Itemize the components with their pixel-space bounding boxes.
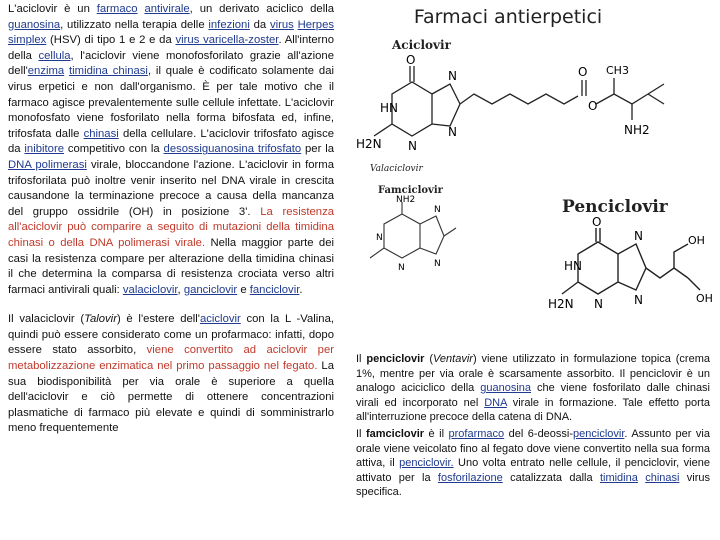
hyperlink[interactable]: penciclovir — [573, 428, 625, 440]
text-run: da — [249, 18, 270, 31]
penciclovir-paragraph — [356, 352, 710, 425]
hyperlink[interactable]: cellula — [38, 49, 71, 62]
penciclovir-paragraph-block — [356, 352, 710, 425]
aciclovir-atom-h2n: H2N — [356, 137, 382, 151]
text-run: Uno volta entrato nelle cellule, il penciclovir, viene attivato per la — [356, 457, 710, 484]
text-run: , il quale è codificato solamente dai virus erpetici e non dall'organismo. È per tale motivo che il farmaco agisce prevalentemente sulle cellule infettate. L'aciclovir monofosfato viene fosforilato nella forma bifosfata ed, infine, trifosfata dalle — [8, 65, 334, 140]
text-run: , utilizzato nella terapia delle — [60, 18, 209, 31]
hyperlink[interactable]: chinasi — [83, 127, 119, 140]
famciclovir-atom-n4: N — [434, 259, 441, 269]
text-run: Il — [356, 428, 366, 440]
hyperlink[interactable]: infezioni — [208, 18, 250, 31]
bold-term: penciclovir — [366, 353, 425, 365]
penciclovir-atom-oh2: OH — [696, 292, 713, 305]
hyperlink[interactable]: ganciclovir — [183, 283, 238, 296]
label-famciclovir: Famciclovir — [378, 185, 443, 196]
valaciclovir-atom-o: O — [578, 65, 588, 79]
brand-name: Ventavir — [432, 353, 473, 365]
hyperlink[interactable]: antivirale — [144, 3, 190, 15]
penciclovir-atom-o: O — [592, 216, 602, 229]
penciclovir-atom-hn: HN — [564, 259, 582, 273]
text-run: . — [299, 283, 303, 296]
text-run: La sua biodisponibilità per via orale è superiore a quella dell'aciclovir e ciò permette di ottenere concentrazioni plasmatiche di farmaco più elevate e quindi di somministrarlo meno frequentemente — [8, 360, 334, 435]
text-run: , — [177, 283, 184, 296]
aciclovir-atom-n1: N — [408, 139, 417, 153]
hyperlink[interactable]: DNA — [484, 396, 507, 409]
famciclovir-atom-n3: N — [434, 205, 441, 215]
hyperlink[interactable]: profarmaco — [448, 428, 505, 440]
penciclovir-atom-n3: N — [634, 293, 643, 307]
text-run: per la — [301, 143, 334, 156]
penciclovir-atom-oh1: OH — [688, 234, 705, 247]
hyperlink[interactable]: DNA polimerasi — [8, 158, 87, 171]
penciclovir-atom-n2: N — [634, 229, 643, 243]
text-run: (HSV) di tipo 1 e 2 e da — [46, 34, 176, 47]
brand-name: Talovir — [84, 313, 117, 326]
text-run: virale in formazione. Tale effetto porta all'interruzione precoce della catena di DNA. — [356, 396, 710, 424]
text-run: con la L -Valina, quindi può essere considerato come un profarmaco: infatti, dopo essere stato assorbito, — [8, 313, 334, 357]
text-run: ) viene utilizzato in formulazione topica (crema 1%, mentre per via orale è scarsamente assorbito. Il penciclovir è un analogo aciciclico della — [356, 353, 710, 395]
hyperlink[interactable]: simplex — [8, 34, 47, 47]
aciclovir-paragraph — [8, 2, 334, 298]
left-text-column — [8, 2, 334, 437]
valaciclovir-paragraph — [8, 312, 334, 437]
hyperlink[interactable]: inibitore — [24, 143, 64, 156]
highlighted-text: La resistenza all'aciclovir può comparire a seguito di mutazioni della timidina chinasi o della DNA polimerasi virale. — [8, 205, 334, 249]
valaciclovir-atom-nh2: NH2 — [624, 123, 650, 137]
hyperlink[interactable]: penciclovir. — [399, 457, 454, 470]
famciclovir-structure — [362, 194, 462, 282]
text-run: virus specifica. — [356, 471, 711, 499]
hyperlink[interactable]: fosforilazione — [437, 471, 503, 484]
famciclovir-atom-n2: N — [398, 263, 405, 273]
highlighted-text: viene convertito ad aciclovir per metabolizzazione enzimatica nel primo passaggio nel fegato. — [8, 344, 334, 373]
text-run: è il — [424, 428, 449, 440]
hyperlink[interactable]: guanosina — [480, 382, 532, 395]
hyperlink[interactable]: desossiguanosina trifosfato — [163, 143, 302, 156]
aciclovir-atom-n3: N — [448, 125, 457, 139]
text-run: catalizzata dalla — [502, 471, 600, 484]
text-run: Nella maggior parte dei casi la resistenza compare per alterazione della timidina chinasi il che determina la comparsa di resistenza crociata verso altri farmaci antivirali quali: — [8, 236, 334, 296]
text-run: . Assunto per via orale viene veicolato fino al fegato dove viene convertito nella sua forma attiva, il — [356, 428, 710, 470]
hyperlink[interactable]: farmaco — [96, 3, 138, 15]
penciclovir-atom-n1: N — [594, 297, 603, 311]
valaciclovir-atom-o2: O — [588, 99, 598, 113]
hyperlink[interactable]: chinasi — [645, 471, 680, 484]
text-run: Il — [356, 353, 367, 365]
text-run: ) è l'estere dell' — [116, 313, 200, 326]
text-run: del 6-deossi- — [504, 428, 574, 440]
famciclovir-paragraph — [356, 427, 710, 500]
text-run: virale, bloccandone l'azione. L'aciclovir in forma trifosforilata può inoltre venir inserito nel DNA virale in crescita causandone la terminazione precoce a causa della mancanza del gruppo ossidrile (OH) in posizione 3'. — [8, 158, 334, 218]
aciclovir-atom-hn: HN — [380, 101, 398, 115]
hyperlink[interactable]: aciclovir — [199, 313, 241, 326]
hyperlink[interactable]: enzima — [27, 65, 65, 78]
hyperlink[interactable]: guanosina — [8, 18, 61, 31]
hyperlink[interactable]: virus — [269, 18, 294, 31]
penciclovir-atom-h2n: H2N — [548, 297, 574, 311]
text-run: , un derivato aciclico della — [189, 3, 335, 15]
hyperlink[interactable]: virus varicella-zoster — [175, 34, 279, 47]
famciclovir-atom-nh2: NH2 — [396, 195, 416, 205]
text-run: L'aciclovir è un — [8, 3, 97, 15]
hyperlink[interactable]: timidina — [599, 471, 638, 484]
hyperlink[interactable]: valaciclovir — [122, 283, 178, 296]
penciclovir-structure — [548, 216, 718, 336]
text-run: che viene fosforilato dalle chinasi virali ed incorporato nel — [356, 382, 711, 409]
slide-title: Farmaci antierpetici — [413, 6, 603, 28]
aciclovir-valaciclovir-structure — [352, 54, 702, 162]
label-penciclovir: Penciclovir — [562, 197, 668, 217]
label-valaciclovir: Valaciclovir — [370, 164, 423, 174]
text-run: ( — [424, 353, 433, 365]
text-run: della cellulare. L'aciclovir trifosfato agisce da — [8, 127, 334, 156]
famciclovir-atom-n1: N — [376, 233, 383, 243]
aciclovir-atom-o: O — [406, 54, 416, 67]
label-aciclovir: Aciclovir — [392, 38, 451, 52]
text-run: , l'aciclovir viene monofosforilato grazie all'azione dell' — [8, 49, 335, 78]
bold-term: famciclovir — [365, 428, 425, 440]
text-run: competitivo con la — [63, 143, 164, 156]
text-run: e — [237, 283, 250, 296]
text-run: Il valaciclovir ( — [8, 313, 85, 326]
valaciclovir-atom-ch3: CH3 — [606, 64, 629, 77]
text-run: . All'interno della — [8, 34, 334, 62]
famciclovir-paragraph-block — [356, 427, 710, 500]
aciclovir-atom-n2: N — [448, 69, 457, 83]
hyperlink[interactable]: Herpes — [297, 18, 335, 31]
hyperlink[interactable]: fanciclovir — [249, 283, 300, 296]
hyperlink[interactable]: timidina chinasi — [69, 65, 148, 78]
